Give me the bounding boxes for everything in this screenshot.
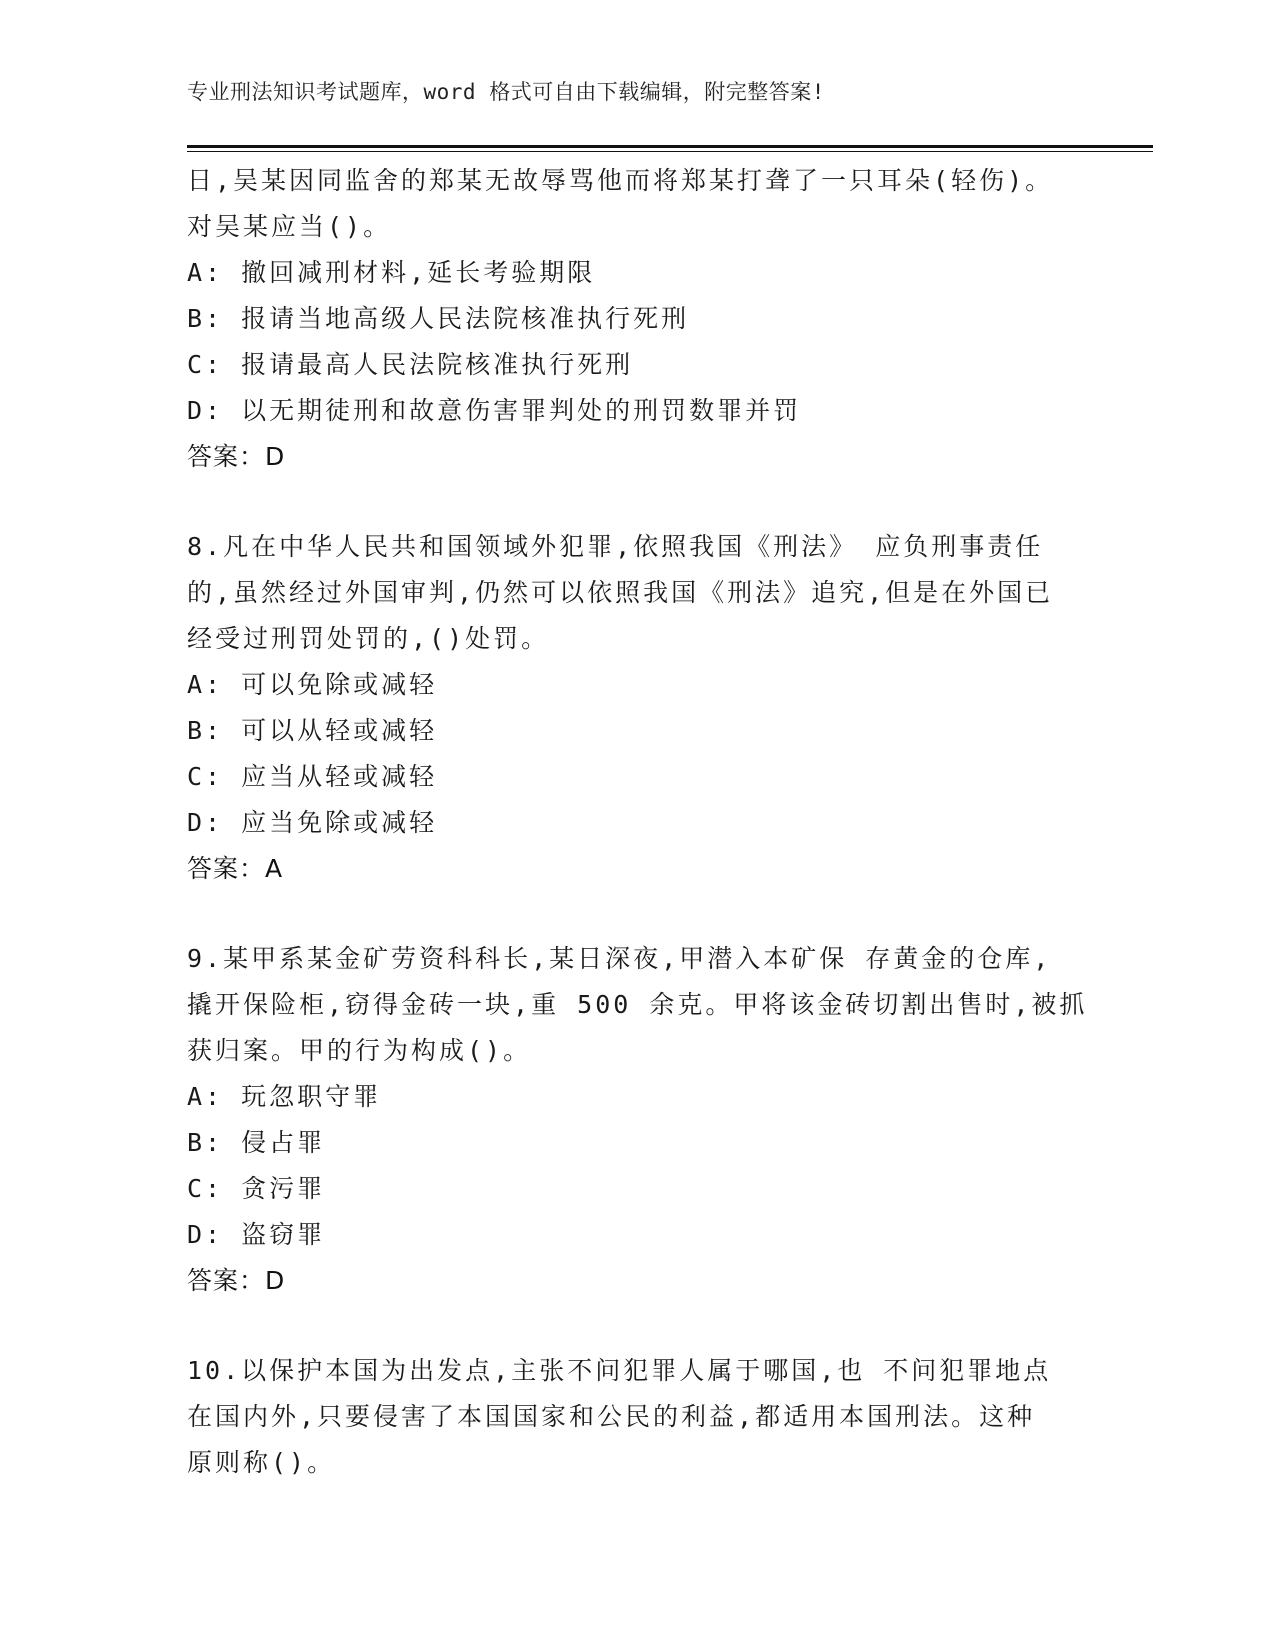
- question-text-line: 的,虽然经过外国审判,仍然可以依照我国《刑法》追究,但是在外国已: [187, 578, 1054, 607]
- option-c: C: 报请最高人民法院核准执行死刑: [187, 350, 634, 379]
- option-b: B: 侵占罪: [187, 1128, 326, 1157]
- option-d: D: 应当免除或减轻: [187, 808, 438, 837]
- question-text-line: 对吴某应当()。: [187, 212, 392, 241]
- option-d: D: 以无期徒刑和故意伤害罪判处的刑罚数罪并罚: [187, 396, 802, 425]
- header-note: 专业刑法知识考试题库，word 格式可自由下载编辑，附完整答案!: [187, 80, 825, 104]
- question-text-line: 在国内外,只要侵害了本国国家和公民的利益,都适用本国刑法。这种: [187, 1402, 1036, 1431]
- option-a: A: 玩忽职守罪: [187, 1082, 382, 1111]
- question-text-line: 获归案。甲的行为构成()。: [187, 1036, 532, 1065]
- question-text-line: 9.某甲系某金矿劳资科科长,某日深夜,甲潜入本矿保 存黄金的仓库,: [187, 944, 1052, 973]
- header-rule-thick: [187, 145, 1153, 148]
- question-10: [187, 1348, 1087, 1486]
- option-b: B: 报请当地高级人民法院核准执行死刑: [187, 304, 690, 333]
- header-rule-thin: [187, 151, 1153, 152]
- answer: 答案：D: [187, 1266, 286, 1295]
- question-list: [187, 158, 1087, 1486]
- option-a: A: 撤回减刑材料,延长考验期限: [187, 258, 596, 287]
- question-9: [187, 936, 1087, 1304]
- option-c: C: 应当从轻或减轻: [187, 762, 438, 791]
- option-c: C: 贪污罪: [187, 1174, 326, 1203]
- question-text-line: 10.以保护本国为出发点,主张不问犯罪人属于哪国,也 不问犯罪地点: [187, 1356, 1052, 1385]
- option-b: B: 可以从轻或减轻: [187, 716, 438, 745]
- answer: 答案：A: [187, 854, 284, 883]
- question-7-continuation: [187, 158, 1087, 480]
- option-a: A: 可以免除或减轻: [187, 670, 438, 699]
- question-text-line: 撬开保险柜,窃得金砖一块,重 500 余克。甲将该金砖切割出售时,被抓: [187, 990, 1088, 1019]
- answer: 答案：D: [187, 442, 286, 471]
- question-text-line: 日,吴某因同监舍的郑某无故辱骂他而将郑某打聋了一只耳朵(轻伤)。: [187, 166, 1054, 195]
- option-d: D: 盗窃罪: [187, 1220, 326, 1249]
- question-8: [187, 524, 1087, 892]
- question-text-line: 经受过刑罚处罚的,()处罚。: [187, 624, 550, 653]
- question-text-line: 原则称()。: [187, 1448, 336, 1477]
- question-text-line: 8.凡在中华人民共和国领域外犯罪,依照我国《刑法》 应负刑事责任: [187, 532, 1044, 561]
